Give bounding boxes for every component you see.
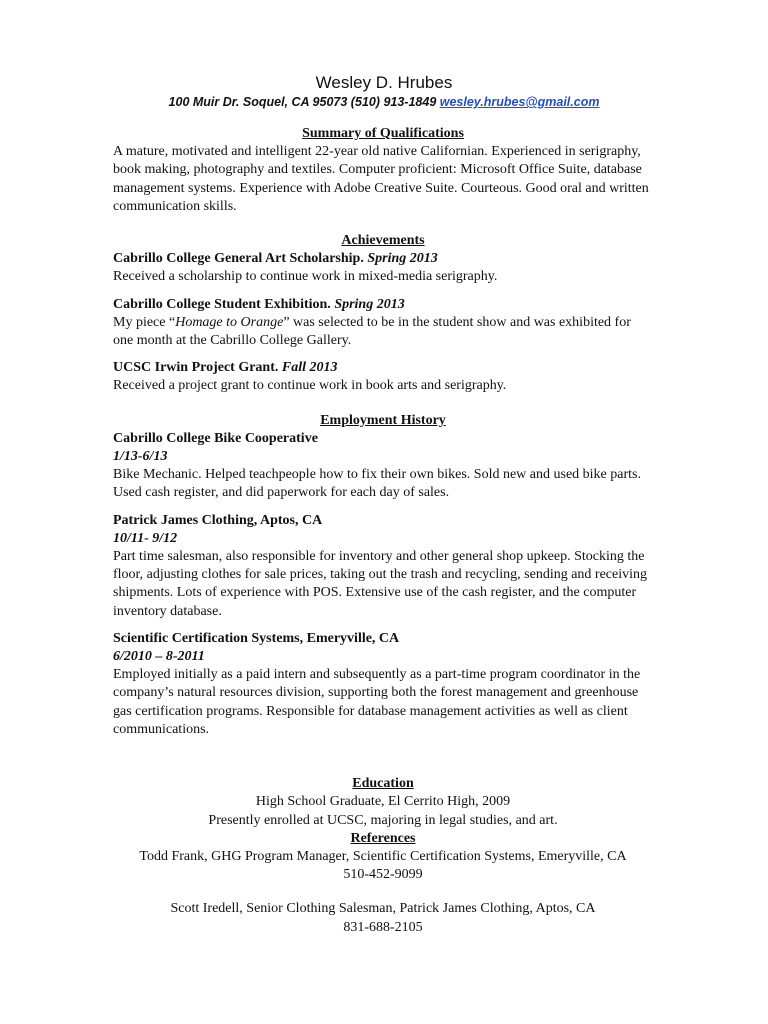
job-employer: Cabrillo College Bike Cooperative [113,430,318,446]
employment-heading: Employment History [320,412,446,428]
education-heading: Education [352,776,414,792]
achievement-date: Fall 2013 [281,360,338,376]
job-desc: Bike Mechanic. Helped teachpeople how to fix their own bikes. Sold new and used bike parts. Used cash register, and did paperwork for each day of sales. [113,467,641,501]
job-employer: Patrick James Clothing, Aptos, CA [113,512,323,528]
achievements-heading: Achievements [341,233,425,249]
job-dates: 6/2010 – 8-2011 [113,649,205,665]
resume-body [113,125,653,937]
education-line: High School Graduate, El Cerrito High, 2009 [255,794,511,810]
achievement-desc: Received a scholarship to continue work in mixed-media serigraphy. [113,269,498,285]
achievement-desc: My piece “Homage to Orange” was selected to be in the student show and was exhibited for one month at the Cabrillo College Gallery. [113,314,631,349]
achievement-desc: Received a project grant to continue work in book arts and serigraphy. [113,378,507,394]
contact-line [0,94,768,110]
reference-line: Scott Iredell, Senior Clothing Salesman, Patrick James Clothing, Aptos, CA [170,901,596,917]
job-desc: Part time salesman, also responsible for inventory and other general shop upkeep. Stocking the floor, adjusting clothes for sale prices, taking out the trash and recycling, sending and receiving shipments. Lots of experience with POS. Extensive use of the cash register, and the computer inventory database. [113,549,648,619]
education-line: Presently enrolled at UCSC, majoring in legal studies, and art. [208,812,558,828]
job-dates: 10/11- 9/12 [113,530,178,546]
job-dates: 1/13-6/13 [113,449,168,465]
job-desc: Employed initially as a paid intern and subsequently as a part-time program coordinator in the company’s natural resources division, supporting both the forest management and greenhouse gas certification programs. Responsible for database management activities as well as client communications. [113,667,641,737]
job-employer: Scientific Certification Systems, Emeryville, CA [113,630,400,646]
reference-phone: 831-688-2105 [343,919,423,935]
applicant-name: Wesley D. Hrubes [315,73,453,92]
email-link[interactable]: wesley.hrubes@gmail.com [439,95,600,109]
achievement-title: Cabrillo College Student Exhibition. Spring 2013 [113,296,405,312]
reference-phone: 510-452-9099 [343,867,423,883]
summary-text: A mature, motivated and intelligent 22-year old native Californian. Experienced in serigraphy, book making, photography and textiles. Computer proficient: Microsoft Office Suite, database management systems. Experience with Adobe Creative Suite. Courteous. Good oral and written communication skills. [113,144,649,214]
achievement-title: Cabrillo College General Art Scholarship. Spring 2013 [113,251,438,267]
achievement-date: Spring 2013 [334,296,405,312]
summary-heading: Summary of Qualifications [302,126,464,141]
references-heading: References [350,830,416,846]
reference-line: Todd Frank, GHG Program Manager, Scientific Certification Systems, Emeryville, CA [139,848,627,864]
address-phone: 100 Muir Dr. Soquel, CA 95073 (510) 913-1849 [168,95,440,109]
achievement-date: Spring 2013 [367,251,438,267]
resume-header [0,72,768,110]
achievement-title: UCSC Irwin Project Grant. Fall 2013 [113,360,338,376]
